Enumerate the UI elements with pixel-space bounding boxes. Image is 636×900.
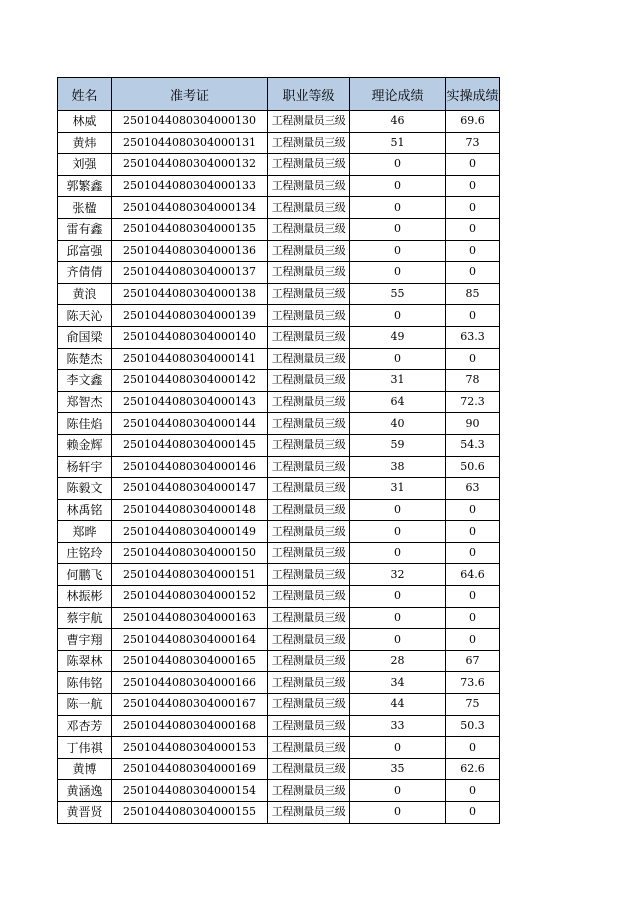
table-row [58,283,500,305]
header-theory-score: 理论成绩 [350,78,446,111]
cell-exam-id: 2501044080304000139 [112,305,268,327]
cell-level: 工程测量员三级 [268,305,350,327]
cell-exam-id: 2501044080304000154 [112,780,268,802]
cell-level: 工程测量员三级 [268,737,350,759]
cell-theory-score: 38 [350,456,446,478]
cell-name: 陈伟铭 [58,672,112,694]
table-row [58,348,500,370]
cell-level: 工程测量员三级 [268,456,350,478]
cell-theory-score: 33 [350,715,446,737]
cell-level: 工程测量员三级 [268,175,350,197]
table-row [58,240,500,262]
cell-theory-score: 35 [350,758,446,780]
cell-theory-score: 31 [350,370,446,392]
cell-name: 陈一航 [58,694,112,716]
table-row [58,737,500,759]
cell-theory-score: 0 [350,521,446,543]
cell-practical-score: 54.3 [446,434,500,456]
cell-practical-score: 73 [446,132,500,154]
cell-name: 丁伟祺 [58,737,112,759]
table-row [58,542,500,564]
cell-level: 工程测量员三级 [268,672,350,694]
cell-theory-score: 0 [350,218,446,240]
cell-exam-id: 2501044080304000133 [112,175,268,197]
table-row [58,715,500,737]
cell-theory-score: 0 [350,154,446,176]
table-row [58,218,500,240]
cell-level: 工程测量员三级 [268,780,350,802]
table-row [58,197,500,219]
cell-level: 工程测量员三级 [268,542,350,564]
table-row [58,629,500,651]
cell-practical-score: 0 [446,197,500,219]
cell-level: 工程测量员三级 [268,413,350,435]
cell-practical-score: 69.6 [446,111,500,133]
cell-exam-id: 2501044080304000148 [112,499,268,521]
cell-level: 工程测量员三级 [268,694,350,716]
table-row [58,607,500,629]
cell-name: 郭繁鑫 [58,175,112,197]
cell-exam-id: 2501044080304000131 [112,132,268,154]
cell-level: 工程测量员三级 [268,262,350,284]
cell-practical-score: 0 [446,542,500,564]
cell-level: 工程测量员三级 [268,391,350,413]
cell-practical-score: 0 [446,802,500,824]
header-name: 姓名 [58,78,112,111]
cell-name: 黄炜 [58,132,112,154]
cell-name: 庄铭玲 [58,542,112,564]
cell-level: 工程测量员三级 [268,564,350,586]
cell-theory-score: 0 [350,629,446,651]
cell-theory-score: 0 [350,737,446,759]
cell-exam-id: 2501044080304000164 [112,629,268,651]
cell-practical-score: 0 [446,737,500,759]
cell-name: 陈毅文 [58,478,112,500]
cell-practical-score: 50.3 [446,715,500,737]
cell-theory-score: 0 [350,262,446,284]
cell-name: 曹宇翔 [58,629,112,651]
cell-theory-score: 0 [350,305,446,327]
table-row [58,456,500,478]
cell-name: 林振彬 [58,586,112,608]
cell-name: 俞国梁 [58,326,112,348]
table-row [58,694,500,716]
cell-practical-score: 0 [446,521,500,543]
cell-practical-score: 75 [446,694,500,716]
cell-name: 雷有鑫 [58,218,112,240]
cell-level: 工程测量员三级 [268,629,350,651]
cell-level: 工程测量员三级 [268,434,350,456]
cell-name: 邓杏芳 [58,715,112,737]
cell-practical-score: 0 [446,262,500,284]
cell-theory-score: 64 [350,391,446,413]
cell-exam-id: 2501044080304000134 [112,197,268,219]
cell-theory-score: 34 [350,672,446,694]
cell-name: 杨轩宇 [58,456,112,478]
cell-practical-score: 0 [446,154,500,176]
cell-level: 工程测量员三级 [268,499,350,521]
cell-level: 工程测量员三级 [268,348,350,370]
cell-exam-id: 2501044080304000155 [112,802,268,824]
cell-practical-score: 0 [446,499,500,521]
table-row [58,175,500,197]
cell-theory-score: 0 [350,499,446,521]
cell-practical-score: 85 [446,283,500,305]
cell-practical-score: 0 [446,305,500,327]
table-row [58,802,500,824]
table-row [58,154,500,176]
table-row [58,499,500,521]
cell-name: 林威 [58,111,112,133]
header-level: 职业等级 [268,78,350,111]
cell-level: 工程测量员三级 [268,478,350,500]
cell-name: 郑晔 [58,521,112,543]
cell-exam-id: 2501044080304000138 [112,283,268,305]
cell-exam-id: 2501044080304000136 [112,240,268,262]
cell-theory-score: 0 [350,542,446,564]
cell-theory-score: 0 [350,607,446,629]
cell-practical-score: 0 [446,240,500,262]
table-row [58,262,500,284]
cell-practical-score: 0 [446,586,500,608]
table-row [58,478,500,500]
cell-level: 工程测量员三级 [268,715,350,737]
cell-practical-score: 0 [446,175,500,197]
cell-theory-score: 31 [350,478,446,500]
cell-exam-id: 2501044080304000143 [112,391,268,413]
cell-level: 工程测量员三级 [268,650,350,672]
cell-theory-score: 32 [350,564,446,586]
cell-practical-score: 64.6 [446,564,500,586]
table-row [58,305,500,327]
cell-theory-score: 55 [350,283,446,305]
cell-exam-id: 2501044080304000137 [112,262,268,284]
cell-exam-id: 2501044080304000169 [112,758,268,780]
cell-name: 邱富强 [58,240,112,262]
cell-exam-id: 2501044080304000132 [112,154,268,176]
cell-level: 工程测量员三级 [268,326,350,348]
cell-name: 赖金辉 [58,434,112,456]
header-row [58,78,500,111]
table-row [58,413,500,435]
cell-exam-id: 2501044080304000144 [112,413,268,435]
cell-name: 林禹铭 [58,499,112,521]
cell-theory-score: 0 [350,197,446,219]
cell-exam-id: 2501044080304000135 [112,218,268,240]
cell-exam-id: 2501044080304000167 [112,694,268,716]
table-row [58,111,500,133]
cell-theory-score: 40 [350,413,446,435]
cell-name: 齐倩倩 [58,262,112,284]
cell-level: 工程测量员三级 [268,154,350,176]
cell-exam-id: 2501044080304000152 [112,586,268,608]
cell-theory-score: 44 [350,694,446,716]
table-row [58,521,500,543]
cell-practical-score: 0 [446,348,500,370]
cell-theory-score: 0 [350,780,446,802]
cell-name: 何鹏飞 [58,564,112,586]
cell-theory-score: 0 [350,240,446,262]
cell-level: 工程测量员三级 [268,607,350,629]
cell-name: 陈天沁 [58,305,112,327]
cell-level: 工程测量员三级 [268,111,350,133]
cell-practical-score: 0 [446,780,500,802]
cell-theory-score: 51 [350,132,446,154]
cell-exam-id: 2501044080304000153 [112,737,268,759]
cell-practical-score: 62.6 [446,758,500,780]
header-practical-score: 实操成绩 [446,78,500,111]
cell-theory-score: 0 [350,348,446,370]
cell-level: 工程测量员三级 [268,521,350,543]
cell-theory-score: 28 [350,650,446,672]
cell-name: 黄晋贤 [58,802,112,824]
cell-practical-score: 0 [446,607,500,629]
table-row [58,434,500,456]
table-row [58,370,500,392]
cell-level: 工程测量员三级 [268,370,350,392]
cell-level: 工程测量员三级 [268,218,350,240]
table-row [58,326,500,348]
cell-exam-id: 2501044080304000166 [112,672,268,694]
cell-exam-id: 2501044080304000147 [112,478,268,500]
table-row [58,132,500,154]
cell-exam-id: 2501044080304000149 [112,521,268,543]
cell-exam-id: 2501044080304000168 [112,715,268,737]
cell-name: 黄博 [58,758,112,780]
cell-practical-score: 63 [446,478,500,500]
cell-practical-score: 0 [446,218,500,240]
cell-level: 工程测量员三级 [268,586,350,608]
cell-exam-id: 2501044080304000165 [112,650,268,672]
table-row [58,650,500,672]
table-row [58,391,500,413]
cell-level: 工程测量员三级 [268,802,350,824]
cell-level: 工程测量员三级 [268,240,350,262]
cell-practical-score: 78 [446,370,500,392]
cell-name: 陈楚杰 [58,348,112,370]
table-row [58,758,500,780]
cell-level: 工程测量员三级 [268,132,350,154]
cell-theory-score: 0 [350,586,446,608]
header-exam-id: 准考证 [112,78,268,111]
cell-name: 黄浪 [58,283,112,305]
cell-name: 陈翠林 [58,650,112,672]
cell-level: 工程测量员三级 [268,283,350,305]
table-row [58,564,500,586]
cell-exam-id: 2501044080304000145 [112,434,268,456]
score-table [57,77,500,824]
cell-exam-id: 2501044080304000151 [112,564,268,586]
cell-theory-score: 0 [350,175,446,197]
cell-exam-id: 2501044080304000150 [112,542,268,564]
table-body [58,111,500,824]
cell-theory-score: 59 [350,434,446,456]
cell-name: 郑智杰 [58,391,112,413]
cell-name: 李文鑫 [58,370,112,392]
cell-name: 陈佳焰 [58,413,112,435]
table-row [58,586,500,608]
table-row [58,672,500,694]
cell-name: 刘强 [58,154,112,176]
cell-exam-id: 2501044080304000130 [112,111,268,133]
cell-exam-id: 2501044080304000163 [112,607,268,629]
cell-level: 工程测量员三级 [268,197,350,219]
cell-exam-id: 2501044080304000146 [112,456,268,478]
cell-practical-score: 67 [446,650,500,672]
cell-practical-score: 90 [446,413,500,435]
cell-name: 蔡宇航 [58,607,112,629]
cell-exam-id: 2501044080304000142 [112,370,268,392]
cell-exam-id: 2501044080304000141 [112,348,268,370]
cell-practical-score: 72.3 [446,391,500,413]
cell-theory-score: 49 [350,326,446,348]
cell-practical-score: 73.6 [446,672,500,694]
cell-practical-score: 50.6 [446,456,500,478]
cell-exam-id: 2501044080304000140 [112,326,268,348]
cell-name: 张楹 [58,197,112,219]
cell-practical-score: 63.3 [446,326,500,348]
cell-practical-score: 0 [446,629,500,651]
cell-level: 工程测量员三级 [268,758,350,780]
table-row [58,780,500,802]
cell-theory-score: 0 [350,802,446,824]
cell-name: 黄涵逸 [58,780,112,802]
cell-theory-score: 46 [350,111,446,133]
